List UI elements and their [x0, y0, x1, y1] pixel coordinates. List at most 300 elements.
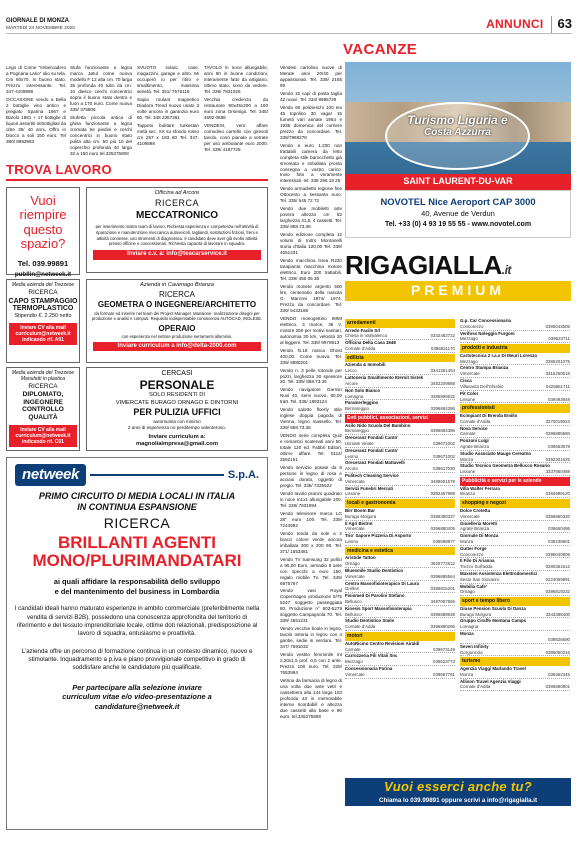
directory-entry-name: Trio' Sapore Pizzeria Di Asporto	[345, 533, 412, 539]
directory-entry-place: Gorgonzola	[460, 649, 483, 655]
directory-entry-row	[345, 672, 455, 679]
ad-contact-bar[interactable]: Inviare c.v. a: info@teacarservice.it	[93, 250, 261, 260]
directory-category: motori	[345, 632, 455, 641]
directory-entry-row	[345, 406, 455, 413]
classified-ad: VENDESI, vero affare comodino carrello con girevoli tavolo, cono pianale a vetrate per uso ambulante euro 2000. Tel. 339/ 4167728	[204, 122, 268, 152]
directory-entry-phone[interactable]: 039623773	[433, 659, 455, 665]
directory-entry-name: Oreceranz Fondati Canto'	[345, 447, 399, 453]
directory-entry-name: Seven Infinity	[460, 643, 489, 649]
directory-entry-phone[interactable]: 0396884396	[430, 428, 455, 434]
directory-entry-place: Mezzago	[460, 358, 478, 364]
directory-entry-place: Vimercate	[460, 513, 480, 519]
directory-entry-place: Ornago	[460, 589, 475, 595]
rigagialla-logo: RIGAGIALLA.it	[345, 250, 511, 280]
directory-entry-phone[interactable]: 0392457989	[430, 491, 455, 497]
directory-entry-name: Asilo Nido Scuola Del Bambino	[345, 422, 411, 428]
classified-ad: Vendo vasi Royal Copenhagen produzione 5/75 5247 soggetto passeggiata 80. Produzione n° 602-5279 soggetto Campagnola 70. Tel. 339/ 4651231	[280, 588, 342, 624]
directory-entry-place: Lomagna	[460, 624, 479, 630]
classified-ad: Vendo vecchie boule in legno, tavolo ostoria in legno con 4 ganbe, sedie in verdura. Tel. 347/ 7591032	[280, 626, 342, 650]
directory-entry-phone[interactable]: 0396884396	[430, 406, 455, 412]
directory-entry-phone[interactable]: 0341361454	[430, 368, 455, 374]
directory-category: prodotti e industria	[460, 344, 570, 353]
directory-entry-phone[interactable]: 0396201075	[545, 358, 570, 364]
promo-badge-line-1: Turismo Liguria e	[407, 113, 508, 127]
directory-entry-row	[345, 659, 455, 666]
directory-entry-row	[345, 647, 455, 654]
directory-category: medicina e estetica	[345, 547, 455, 556]
directory-entry-place: Agrate Brianza	[460, 444, 490, 449]
directory-entry-row	[345, 624, 455, 631]
classified-ad: VENDO monogettino IMMI elettrico, 3 marce, 36 V, motore 250 per motivi sanitari, autonomia 30 km, velocità 20 al leggere. Tel. 339/ 9978913	[280, 315, 342, 345]
directory-entry-place: Agrate Brianza	[460, 526, 490, 532]
directory-entry-row	[460, 324, 570, 331]
directory-entry-phone[interactable]: 0396880405	[430, 526, 455, 532]
directory-entry-row	[345, 586, 455, 593]
ad-ricerca: RICERCA	[158, 290, 195, 300]
directory-entry-name: Monza	[460, 631, 474, 637]
directory-entry-phone[interactable]: 0394999120	[545, 491, 570, 497]
directory-entry-phone[interactable]: 0396685564	[430, 573, 455, 579]
directory-entry-name: Mobilia Cafe'	[460, 583, 487, 589]
directory-entry-place: Cornate d'Adda	[345, 624, 376, 630]
directory-entry-name: G.p. Car Concessionaria	[460, 318, 511, 323]
ad-line-1: SOLO RESIDENTI DI	[148, 392, 206, 399]
directory-entry-name: Il Agrì Bistrot	[345, 520, 373, 526]
directory-entry-place: Grelles	[345, 586, 359, 592]
directory-entry-phone[interactable]: 0396850320	[545, 513, 570, 519]
directory-entry-row	[460, 589, 570, 596]
directory-column-2	[460, 318, 570, 691]
directory-column-1	[345, 318, 455, 679]
directory-entry-place: Vimercate	[460, 371, 480, 377]
directory-entry-phone[interactable]: 039650496	[548, 526, 570, 532]
directory-entry-name: Giornale Di Monza	[460, 533, 499, 539]
ad-cercasi: CERCASI	[161, 370, 193, 377]
hotel-name: NOVOTEL Nice Aeroport CAP 3000	[380, 196, 536, 207]
directory-category: Enti pubblici, associazioni, servizi	[345, 414, 455, 423]
directory-entry-row	[345, 599, 455, 606]
directory-entry-row	[345, 514, 455, 521]
directory-entry-name: Carrozzeria Fili Vitali Snc	[345, 653, 398, 659]
directory-entry-phone[interactable]: 039826690	[548, 636, 570, 642]
directory-entry-place: Bernareggio	[345, 428, 369, 434]
classified-column-b	[70, 65, 132, 159]
directory-entry-row	[460, 359, 570, 366]
directory-entry-phone[interactable]: 3315260518	[545, 371, 570, 377]
directory-entry-phone[interactable]: 039671002	[433, 453, 455, 459]
ad-vuoi-riempire	[6, 187, 80, 278]
classified-ad: SVUOTO solaio, case, magazzini, garage e altro. Mi occuperò io per ritiro e smaltimento, massima serietà. Tel. 351/ 7576118	[137, 65, 199, 94]
classified-ad: Vendo 60 polizieschi 100 tex 45 topolino 30 vagar 15 fumetti vari annate 1954 e 1935 domenica del corriere prezzo da concordare. Tel. 338/7968278	[280, 104, 342, 140]
directory-entry-row	[345, 539, 455, 546]
netweek-requirements: I candidati ideali hanno maturato esperienze in ambito commerciale (preferibilmente nella vendita di servizi B2B), possiedono una conoscenza approfondita del territorio di riferimento e del tessuto imprenditoriale locale, ottime doti relazionali, predisposizione al lavoro di squadra, entusiasmo e proattività.	[14, 605, 260, 638]
directory-entry-place: Mezzago	[460, 336, 478, 342]
rigagialla-footer-banner	[345, 778, 571, 806]
classified-ad: Vendo n. 3 pelle rotonde per pozzi, larghezza 30 spessore 20. Tel. 339/ 858.73.36	[280, 367, 342, 385]
directory-entry-name: Centro Stampa Brianza	[460, 365, 509, 371]
directory-entry-name: Officina Della Casa 1948	[345, 340, 396, 346]
ad-controllo-qualita	[6, 367, 80, 451]
directory-entry-row	[345, 368, 455, 375]
ad-company: Media azienda del Trezzese	[11, 282, 75, 288]
directory-entry-phone[interactable]: 039653678	[548, 444, 570, 449]
ad-role-2: PER PULIZIA UFFICI	[133, 407, 221, 418]
directory-entry-name: Agenzia Viaggi Marlando Travel	[460, 665, 526, 671]
ad-description: da formare ed inserire nel team dei Project Manager. Mansione: realizzazione disegni per produzione e analisi e computi. Requisito indispensabile conoscenza AUTOCAD, INGLESE.	[91, 310, 263, 322]
directory-entry-row	[345, 526, 455, 533]
directory-entry-name: Maxsten Assistenza Elettrodomestici	[460, 571, 538, 576]
classified-ad: Tappeto buktare turkestan metà sec. XX su sfondo rosso cm 257 x 183 60 Tel. 347-4109898	[137, 122, 199, 146]
directory-entry-phone[interactable]: 0396885580	[545, 431, 570, 437]
directory-category: arredamenti	[345, 319, 455, 328]
directory-entry-phone[interactable]: 0290361612	[545, 564, 570, 570]
directory-entry-phone[interactable]: 0392301625	[545, 456, 570, 462]
ad-contact-bar[interactable]: Inviare CV alla mail curriculum@netweek.it indicando rif. A01	[9, 323, 77, 345]
footer-contact[interactable]: Chiama lo 039.99891 oppure scrivi a info@rigagialla.it	[378, 796, 538, 804]
directory-entry-name: Oreceranz Fondati Canto'	[345, 435, 399, 441]
directory-entry-name: Ecimpiant Di Brenda Emilio	[460, 412, 518, 418]
classified-ad: Vendo TV Samsung 32 pollici a 95,00 Euro, armadio 8 ante con specchi a euro 150, regalo mobile Tv. Tel. 349/ 6975767	[280, 556, 342, 586]
ad-contact[interactable]: Inviare curriculum a: magnoliaimpresa@gmail.com	[135, 433, 218, 447]
directory-entry-row	[460, 539, 570, 546]
directory-entry-phone[interactable]: 0396043505	[545, 323, 570, 329]
classified-ad: OCCASIONE vendo a Bella 2 bottiglie vino antico e pregiato Sparina 1967 e Barolo 1981 + 17 bottiglie di liquori assortiti imbottigliati da oltre 35/ 40 anni. Offro in blocco a soli 150 euro. Tel 380/ 8993983	[6, 96, 66, 144]
directory-entry-place: Concorezzo	[460, 323, 484, 329]
directory-entry-name: Studio Tecnico Geometra Bellucco Rosario	[460, 463, 550, 469]
directory-entry-place: Vimercate	[345, 671, 365, 677]
directory-entry-row	[460, 371, 570, 378]
directory-entry-row	[345, 454, 455, 461]
directory-entry-name: Kinesis Sport Massofisioterapia	[345, 605, 412, 611]
classified-ad: Vendo navigatore Garmin Nuvi 40, semi nuovo, 80,00 tratt. Tel. 339/ 1893124	[280, 387, 342, 405]
directory-entry-place: Chiesa in Valmalenco	[345, 333, 388, 339]
hotel-address: 40, Avenue de Verdun	[421, 209, 495, 219]
directory-entry-row	[460, 397, 570, 404]
section-header	[486, 16, 572, 33]
directory-entry-place: Cornate d'Adda	[460, 418, 491, 424]
ad-ricerca: RICERCA	[28, 289, 58, 297]
ad-line-3: automunita con minimo	[153, 418, 201, 424]
ad-company: Azienda in Cavenago Brianza	[140, 282, 214, 288]
directory-entry-name: Concessionaria Forina	[345, 665, 393, 671]
section-trova-lavoro: TROVA LAVORO	[6, 162, 112, 177]
classified-column-c	[137, 65, 199, 149]
directory-entry-phone[interactable]: 0396880901	[545, 684, 570, 690]
directory-entry-place: Ornago	[345, 561, 360, 567]
directory-entry-phone[interactable]: 0396688938	[430, 611, 455, 617]
ad-description-2: con esperienza nel settore produzione serramenti alluminio.	[121, 334, 233, 340]
footer-headline: Vuoi esserci anche tu?	[384, 779, 532, 794]
ad-description: per inserimento nostro team di lavoro. Richiesta esperienza e competenza nell'attività di riparazione e manutenzione meccanica autoveicoli, tagliandi, sostituzioni frizioni, freni e attività connesse, uso strumenti di diagnostica. Il candidato deve aver già svolto attività presso officine e concessionari. Richiesta capacità di lavorare in squadra.	[95, 224, 259, 247]
classified-ad: Lego di Come "Imbercadero a Pognana Lario" olio su tela. Cm 60x70. In buono stato. Prezzo interessante. Tel. 347-4109898	[6, 65, 66, 94]
directory-entry-place: Carnate	[345, 646, 361, 652]
directory-entry-place: Brianza	[460, 491, 475, 497]
ad-ricerca: RICERCA	[154, 198, 199, 209]
ad-geometra	[86, 279, 268, 363]
directory-entry-phone[interactable]: 039667751	[433, 671, 455, 677]
directory-entry-row	[460, 514, 570, 521]
promo-hotel-info	[345, 190, 571, 238]
directory-entry-place: Lomagna	[345, 393, 364, 399]
classified-ad: Vendo monete argento 500 lire, centenario della nascita G. Marconi 1874/ 1974. Prezzo da concordare. Tel. 339/ 5433188	[280, 283, 342, 313]
classified-ad: VENDO serie completa Quiz e romantici scatenati anni 50, totale 120 ed. Fabbri Editori, ottimo affare. Tel. 0114/ 2562151	[280, 433, 342, 463]
classified-ad: Vendo televisore marca LG 28" euro 100. Tel. 339/ 7244992	[280, 510, 342, 528]
classified-ad: Vendo servizio posate da 8 persone in legno di rosa e acciaio dorato, oggetto di pregio. Tel. 335/ 7325522	[280, 465, 342, 488]
directory-entry-row	[460, 457, 570, 464]
netweek-affidare: ai quali affidare la responsabilità dello sviluppo e del mantenimento del business in Lombardia	[53, 577, 221, 596]
directory-entry-place: Vimercate	[345, 478, 365, 484]
directory-category: edilizia	[345, 354, 455, 363]
directory-entry-name: Villa Walter Ferrara	[460, 485, 500, 491]
classified-ad: Vendo edizione completa 12 volumi di Indro Montanelli storia d'Italia 120,00 Tel. 339/ 4651231	[280, 232, 342, 256]
directory-entry-phone[interactable]: 0396890295	[430, 624, 455, 630]
directory-entry-row	[460, 469, 570, 476]
rigagialla-banner	[345, 252, 571, 314]
ad-role: MECCATRONICO	[135, 209, 219, 221]
ad-contact-bar[interactable]: Inviare CV alla mail curriculum@netweek.it indicando rif. C01	[9, 425, 77, 447]
directory-entry-row	[460, 491, 570, 498]
netweek-apply[interactable]: Per partecipare alla selezione inviare curriculum vitae e/o video-presentazione a candidature@netweek.it	[62, 682, 212, 712]
directory-entry-row	[345, 612, 455, 619]
netweek-tagline: PRIMO CIRCUITO DI MEDIA LOCALI IN ITALIA IN CONTINUA ESPANSIONE	[38, 491, 236, 512]
ad-line-4: 2 anni di esperienza no perditempo valenteroso.	[127, 424, 227, 430]
ad-contact-bar[interactable]: Inviare curriculum a info@delta-2000.com	[93, 342, 261, 352]
ad-netweek-agenti	[6, 457, 268, 830]
directory-entry-name: Arredo Facile Srl	[345, 327, 381, 333]
directory-entry-name: Il Filo Di Arianna	[460, 558, 495, 564]
classified-ad: Vendo tavolo pranzo quadrato in noce m1x1 allungabile 100. Tel. 328/ 7631894	[280, 490, 342, 508]
directory-entry-phone[interactable]: 039671002	[433, 440, 455, 446]
directory-entry-row	[345, 394, 455, 401]
directory-entry-name: Ponzoni Luigi	[460, 438, 489, 444]
ad-line-2: VIMERCATE BURAGO ORNAGO E DINTORNI	[115, 399, 239, 406]
classified-ad: Vendo due mobiletti arte povera altezza cm 52 larghezza 31,5, 4 cassetti. Tel. 339/ 858.73.36	[280, 206, 342, 230]
directory-entry-place: Cornate d'Adda	[345, 346, 376, 352]
directory-category: professionisti	[460, 404, 570, 413]
directory-entry-row	[345, 333, 455, 340]
directory-entry-place: Trezzo Sull'adda	[460, 564, 493, 570]
classified-ad: Vetrina da farmacia di legno di una volta due ante vetri e cassettiera alta 144 larga 103 profonda 43 in memorabile interne ricordabili e altezza due cassetti alla base e 90 euro. tel.335375808	[280, 678, 342, 719]
issue-date: MARTEDÌ 24 NOVEMBRE 2020	[6, 25, 75, 31]
section-title: ANNUNCI	[486, 16, 544, 31]
directory-entry-name: Allison Travel Agenzia Viaggi	[460, 678, 521, 684]
directory-entry-name: Azienda & Immobili	[345, 362, 386, 368]
paper-name: GIORNALE DI MONZA	[6, 18, 69, 24]
directory-entry-phone[interactable]: 3337950488	[545, 469, 570, 475]
directory-category: turismo	[460, 657, 570, 666]
classified-ad: Stufetta piccola antica di ghisa funzionante a legna cromata tre piedini e cerchi concentrici in buono stato pulita alta cm. 50 più 10 del coperchio profonda 40 larga 32 a 150 euro tel.335375808	[70, 114, 132, 156]
directory-entry-row	[460, 431, 570, 438]
directory-entry-row	[460, 336, 570, 343]
directory-entry-phone[interactable]: 3925772512	[430, 561, 455, 567]
directory-entry-place: Sesto San Giovanni	[460, 576, 499, 582]
rigagialla-premium: PREMIUM	[345, 281, 571, 301]
section-vacanze: VACANZE	[343, 41, 418, 58]
ad-role: DIPLOMATO, INGEGNERE CONTROLLO QUALITÀ	[22, 391, 64, 422]
directory-entry-phone[interactable]: 3482209888	[430, 380, 455, 386]
directory-category: Pubblicità e servizi per le aziende	[460, 477, 570, 486]
directory-entry-place: Monza	[460, 456, 474, 462]
directory-entry-phone[interactable]: 0396390337	[430, 513, 455, 519]
directory-entry-row	[345, 441, 455, 448]
ad-capo-stampaggio	[6, 279, 80, 363]
classified-ad: Vendo vestito femminile mt 2,20x1,5 prof. 0,5 con 2 ante. Prezzo 100 euro. Tel. 329/ 7653984	[280, 652, 342, 676]
netweek-ricerca: RICERCA	[103, 514, 171, 531]
classified-column-e	[280, 65, 342, 722]
directory-entry-name: Cisca	[460, 378, 472, 384]
directory-entry-phone[interactable]: 039673149	[433, 646, 455, 652]
directory-entry-place: Villasanta Dell'Ghisbio	[460, 383, 504, 389]
directory-entry-place: Lissone	[345, 491, 361, 497]
directory-entry-place: Monza	[460, 671, 474, 677]
promo-ribbon: SAINT LAURENT-DU-VAR	[345, 174, 571, 190]
directory-entry-place: Lesmo	[345, 453, 359, 459]
directory-entry-phone[interactable]: 0396819232	[545, 589, 570, 595]
directory-entry-name: Cartotecnica 2 r.a.s Di Meuri Lorenzo	[460, 352, 538, 358]
directory-entry-row	[460, 624, 570, 631]
directory-entry-phone[interactable]: 3385899532	[430, 393, 455, 399]
classified-ad: Stufa funzionante a legna marca Jøtul come nuova modello F 12 alta cm. 70 larga 35 profonda 40 tubo da cm. 10 diesco cerchi concentrici sopra il buono stato dentro e fuori a 170 euro. Come nuova 335/ 375806	[70, 65, 132, 112]
directory-entry-place: Lecco	[345, 368, 357, 374]
netweek-spa: S.p.A.	[227, 469, 259, 482]
masthead	[6, 18, 75, 32]
directory-entry-row	[460, 444, 570, 451]
ad-meccatronico	[86, 187, 268, 273]
directory-entry-place: Mezzago	[345, 659, 363, 665]
directory-entry-place: Carnate	[460, 431, 476, 437]
ad-role: CAPO STAMPAGGIO TERMOPLASTICO	[8, 297, 78, 313]
directory-category: sport e tempo libero	[460, 597, 570, 606]
directory-entry-name: Non Solo Bianco	[345, 387, 381, 393]
classified-ad: Vecchia credenza da restaurare 90x45x200 a 100 euro zona Orsenigo. Tel. 345/ 4692 0688	[204, 96, 268, 120]
classified-ad: TAVOLO in noce allungabile, anni 60 in buone condizioni, interamente fatto da artigiano, ottimo stato, sono da vedere. Tel. 339/ 7831026	[204, 65, 268, 94]
directory-entry-place: Bellusco	[345, 599, 362, 605]
netweek-header	[15, 464, 259, 486]
directory-entry-phone[interactable]: 0342482722	[430, 333, 455, 339]
directory-entry-place: Monza	[460, 538, 474, 544]
directory-entry-name: Giuse Pension Scuola Di Danza	[460, 605, 526, 611]
classified-ad: Vendo 15 capi di pasta taglia 42 nuovi. Tel. 334/ 8985729	[280, 90, 342, 102]
ad-role: PERSONALE	[139, 377, 215, 392]
directory-entry-row	[460, 684, 570, 691]
directory-category: locali e gastronomia	[345, 499, 455, 508]
directory-entry-name: Paramerleggino	[345, 400, 379, 406]
directory-entry-place: Arcore	[345, 466, 358, 472]
ad-role-2: OPERAIO	[158, 323, 196, 333]
directory-entry-name: Gioielleria Moretti	[460, 520, 498, 526]
directory-entry-name: Centro Massofisioterapico Di Laura	[345, 580, 419, 586]
hotel-contact[interactable]: Tel. +33 (0) 4 93 19 55 55 - www.novotel.com	[384, 220, 532, 228]
directory-entry-phone[interactable]: 0396821170	[430, 346, 455, 352]
directory-entry-phone[interactable]: 0396040805	[545, 551, 570, 557]
directory-entry-phone[interactable]: 039362345	[548, 671, 570, 677]
directory-entry-place: Burago Molgora	[345, 513, 377, 519]
header-divider	[6, 33, 572, 34]
directory-entry-phone[interactable]: 0395050316	[545, 649, 570, 655]
directory-entry-name: Nova Service	[460, 425, 488, 431]
directory-entry-row	[345, 479, 455, 486]
classified-ad: Vendo a euro 1.200 non trattabili camera da letto completa stile barocchetto già smontata e imballata pronta consegna a vostro carico. Invio foto a veramente interessati. tel. 338 296 18 26	[280, 142, 342, 184]
directory-entry-place: Cornate d'Adda	[460, 684, 491, 690]
directory-entry-name: Oreceranz Fondati Mattavelli	[345, 460, 405, 466]
directory-entry-row	[345, 346, 455, 353]
ad-company: Media azienda del Trezzese Manufatti in plastica	[11, 370, 75, 382]
directory-entry-phone[interactable]: 039617030	[433, 466, 455, 472]
ad-phone: Tel. 039.99891	[17, 259, 69, 269]
directory-entry-place: Lesmo	[345, 538, 359, 544]
directory-entry-phone[interactable]: 039698977	[433, 538, 455, 544]
directory-entry-row	[460, 650, 570, 657]
directory-entry-phone[interactable]: 3488601579	[430, 478, 455, 484]
directory-entry-phone[interactable]: 3487067566	[430, 599, 455, 605]
ad-company: Officina ad Arcore	[154, 190, 200, 196]
directory-entry-name: Servizi Funebri Mercati	[345, 485, 394, 491]
netweek-offer: L'azienda offre un percorso di formazione continua in un contesto dinamico, nuovo e stimolante. Inquadramento a p.iva e piano provvigionale competitivo in grado di soddisfare anche le candidature più qualificate.	[21, 647, 253, 672]
directory-entry-name: Birr Boom Bar	[345, 507, 376, 513]
classified-column-a	[6, 65, 66, 147]
directory-entry-phone[interactable]: 0224069891	[545, 576, 570, 582]
directory-entry-place: Vimercate	[345, 526, 365, 532]
directory-entry-name: AutoRicino Centro Revisioni Airaldi	[345, 640, 420, 646]
directory-entry-phone[interactable]: 039238801	[548, 538, 570, 544]
directory-entry-phone[interactable]: 039493848	[548, 396, 570, 402]
directory-entry-name: Bluesmile Studio Dentistico	[345, 567, 404, 573]
ad-role: GEOMETRA O INGEGNERE/ARCHITETTO	[97, 300, 257, 310]
classified-ad: Vendo N.18 marca Ghost 400,00. Come nuova. Tel. 339/ 6880201	[280, 347, 342, 365]
ad-salary: Stipendio €. 2.250 netto	[14, 313, 72, 320]
directory-entry-name: Pulitech Cleaning Service	[345, 473, 399, 479]
directory-entry-row	[345, 428, 455, 435]
ad-headline: Vuoi riempire questo spazio?	[19, 193, 67, 251]
netweek-role: BRILLANTI AGENTI MONO/PLURIMANDATARI	[32, 532, 242, 571]
directory-entry-place: Bellusco	[345, 611, 362, 617]
directory-entry-place: Usmate Velate	[345, 440, 374, 446]
directory-entry-phone[interactable]: 0425851711	[545, 383, 570, 389]
directory-entry-place: Lissone	[460, 396, 476, 402]
directory-entry-row	[460, 526, 570, 533]
directory-entry-row	[345, 466, 455, 473]
directory-entry-name: Gruppo Ciraffe Montana Camps	[460, 618, 527, 624]
netweek-logo: netweek	[15, 464, 86, 486]
page-number: 63	[551, 16, 572, 33]
directory-entry-name: Studio Associato Mauge Cereatno	[460, 450, 532, 456]
directory-entry-row	[345, 491, 455, 498]
directory-entry-name: Aristide Tattoo	[345, 555, 376, 561]
directory-entry-phone[interactable]: 0396815201	[430, 586, 455, 592]
directory-entry-phone[interactable]: 039623711	[548, 336, 570, 342]
directory-entry-row	[345, 574, 455, 581]
classified-ad: Vendo armadietto regione fine Ottocento a sessanta euro. Tel. 335/ 645 72 72	[280, 186, 342, 204]
ad-personale-pulizia	[86, 367, 268, 451]
directory-entry-phone[interactable]: 3270019023	[545, 418, 570, 424]
section-divider	[6, 179, 268, 181]
directory-entry-place: Concorezzo	[460, 551, 484, 557]
directory-entry-row	[460, 552, 570, 559]
classified-column-d	[204, 65, 268, 155]
directory-entry-row	[460, 612, 570, 619]
classified-ad: Vendo salotto floerly stile inglese doppia pagoda di Vienna, legno massello. Tel. 339/ 858.73.36	[280, 407, 342, 431]
directory-entry-place: Burago Molgora	[460, 611, 492, 617]
classified-ad: Sapia roulant magnetico Diadora Trend nuovo usato 3 volte ancora in garanzia euro 80. Tel. 348 2367361	[137, 96, 199, 120]
directory-entry-name: Studio Dentistico Smile	[345, 618, 395, 624]
directory-entry-row	[460, 577, 570, 584]
ad-email[interactable]: publlin@netweek.it	[14, 270, 72, 278]
directory-entry-phone[interactable]: 3343388400	[545, 611, 570, 617]
directory-entry-row	[460, 564, 570, 571]
directory-category: shopping e negozi	[460, 499, 570, 508]
classified-ad: Vendo tenda da sole a 2 bracci colore verde ancora imballata 300 x 200 90. Tel. 371/ 1553481	[280, 530, 342, 554]
ad-novotel-promo	[345, 62, 571, 238]
